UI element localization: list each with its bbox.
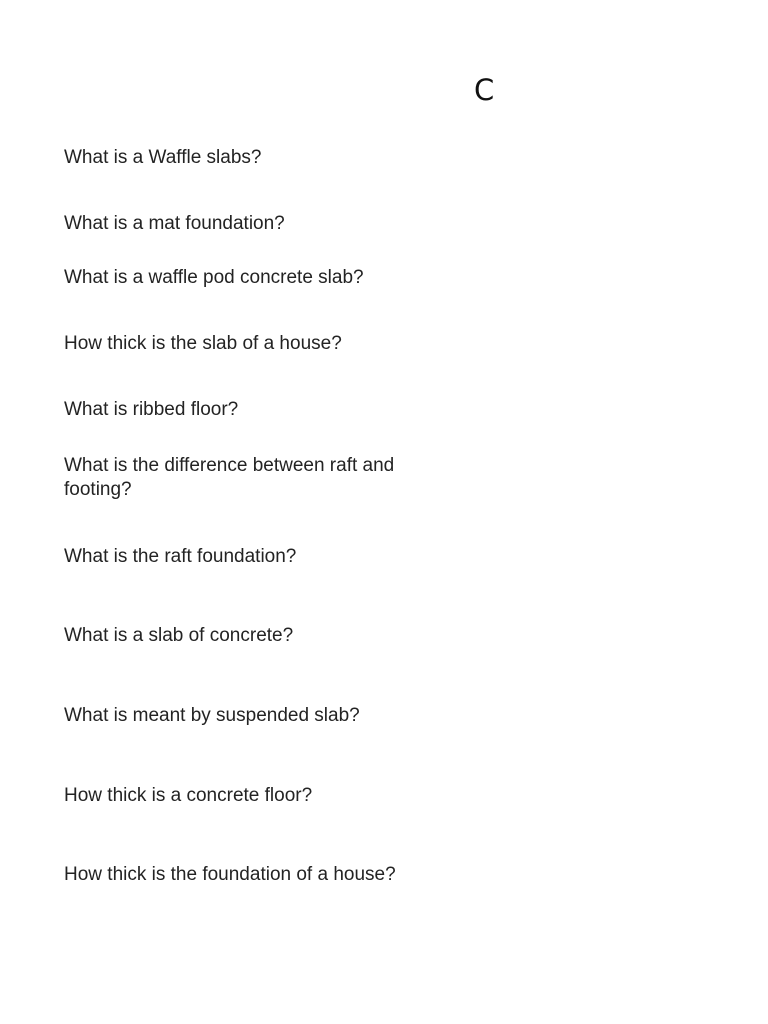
question-item[interactable]: How thick is the slab of a house? — [64, 333, 342, 354]
question-item[interactable]: What is ribbed floor? — [64, 399, 239, 420]
question-item[interactable]: What is a Waffle slabs? — [64, 147, 262, 168]
question-item[interactable]: What is the difference between raft and footing? — [64, 455, 395, 500]
question-item[interactable]: How thick is a concrete floor? — [64, 785, 313, 806]
question-item[interactable]: What is meant by suspended slab? — [64, 705, 360, 726]
question-item[interactable]: What is the raft foundation? — [64, 546, 297, 567]
header-glyph: C — [474, 73, 495, 107]
question-item[interactable]: What is a mat foundation? — [64, 213, 285, 234]
question-item[interactable]: How thick is the foundation of a house? — [64, 864, 396, 885]
question-item[interactable]: What is a waffle pod concrete slab? — [64, 267, 364, 288]
question-item[interactable]: What is a slab of concrete? — [64, 625, 294, 646]
